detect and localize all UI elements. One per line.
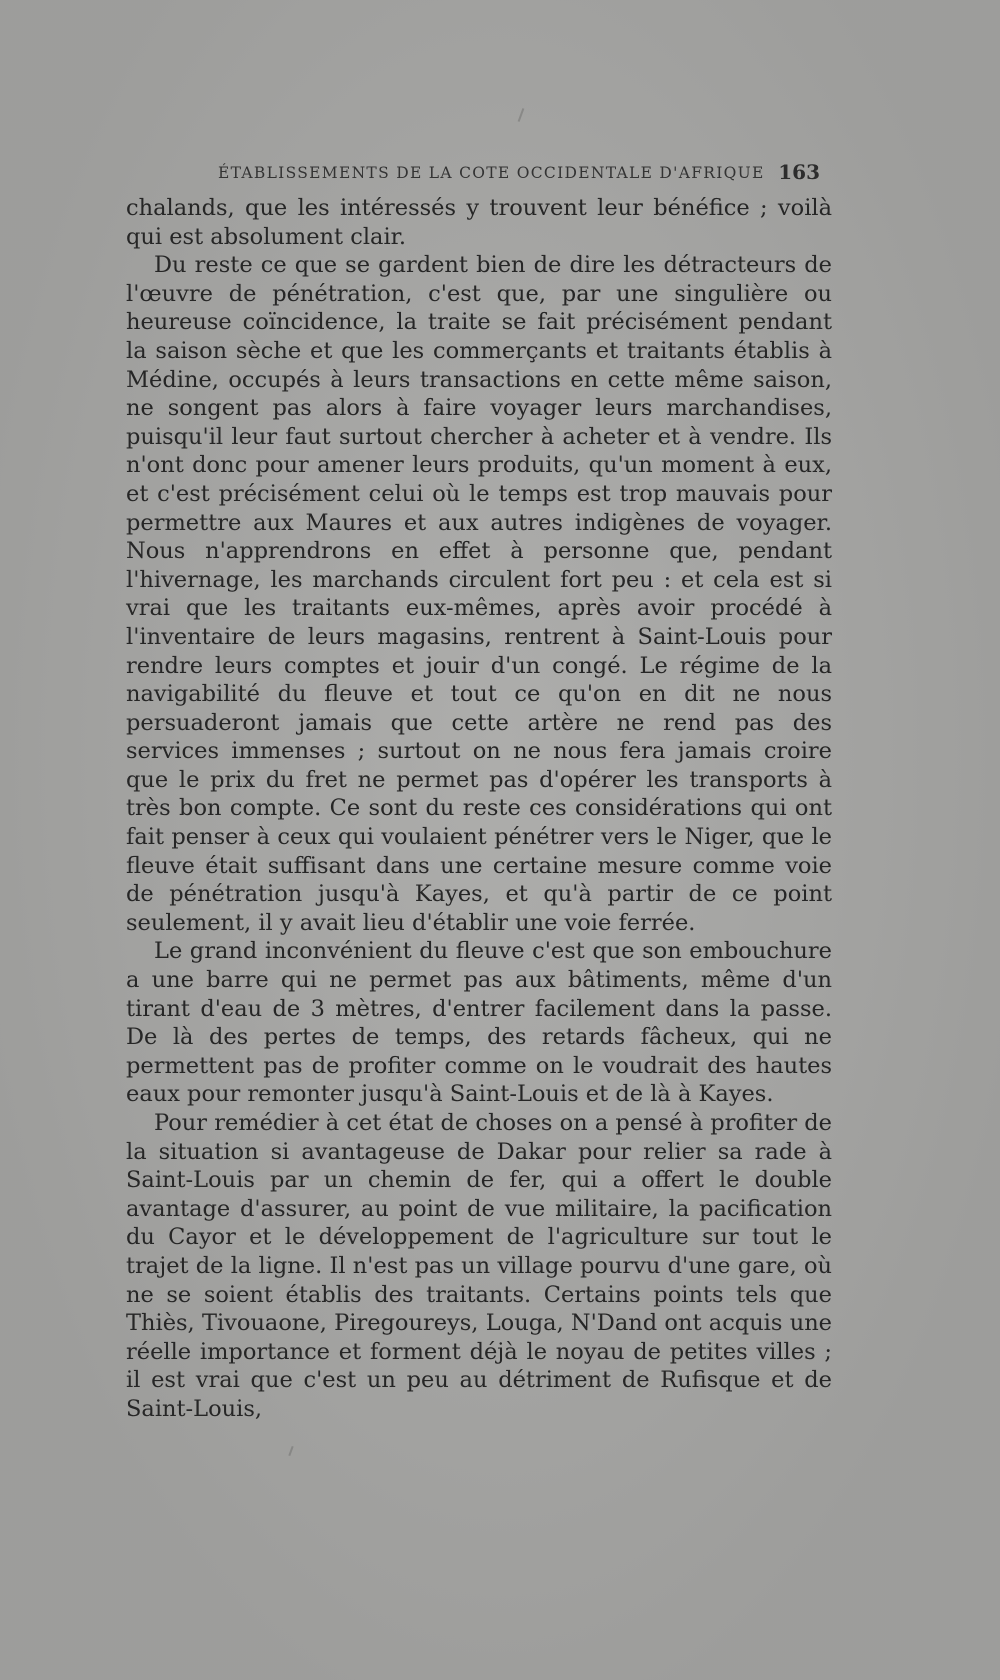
running-title: ÉTABLISSEMENTS DE LA COTE OCCIDENTALE D'AFRIQUE — [218, 164, 765, 182]
paper-speck — [518, 108, 525, 122]
page-number: 163 — [778, 160, 820, 184]
paper-speck — [288, 1446, 293, 1456]
paragraph: Du reste ce que se gardent bien de dire les détracteurs de l'œuvre de pénétration, c'est que, par une singulière ou heureuse coïncidence, la traite se fait précisément pendant la saison sèche et que les commerçants et traitants établis à Médine, occupés à leurs transactions en cette même saison, ne songent pas alors à faire voyager leurs marchandises, puisqu'il leur faut surtout chercher à acheter et à vendre. Ils n'ont donc pour amener leurs produits, qu'un moment à eux, et c'est précisément celui où le temps est trop mauvais pour permettre aux Maures et aux autres indigènes de voyager. Nous n'apprendrons en effet à personne que, pendant l'hivernage, les marchands circulent fort peu : et cela est si vrai que les traitants eux-mêmes, après avoir procédé à l'inventaire de leurs magasins, rentrent à Saint-Louis pour rendre leurs comptes et jouir d'un congé. Le régime de la navigabilité du fleuve et tout ce qu'on en dit ne nous persuaderont jamais que cette artère ne rend pas des services immenses ; surtout on ne nous fera jamais croire que le prix du fret ne permet pas d'opérer les transports à très bon compte. Ce sont du reste ces considérations qui ont fait penser à ceux qui voulaient pénétrer vers le Niger, que le fleuve était suffisant dans une certaine mesure comme voie de pénétration jusqu'à Kayes, et qu'à partir de ce point seulement, il y avait lieu d'établir une voie ferrée. — [126, 252, 832, 936]
body-text — [126, 194, 832, 1424]
paragraph: Pour remédier à cet état de choses on a pensé à profiter de la situation si avantageuse de Dakar pour relier sa rade à Saint-Louis par un chemin de fer, qui a offert le double avantage d'assurer, au point de vue militaire, la pacification du Cayor et le développement de l'agriculture sur tout le trajet de la ligne. Il n'est pas un village pourvu d'une gare, où ne se soient établis des traitants. Certains points tels que Thiès, Tivouaone, Piregoureys, Louga, N'Dand ont acquis une réelle importance et forment déjà le noyau de petites villes ; il est vrai que c'est un peu au détriment de Rufisque et de Saint-Louis, — [126, 1110, 832, 1422]
paragraph: Le grand inconvénient du fleuve c'est que son embouchure a une barre qui ne permet pas aux bâtiments, même d'un tirant d'eau de 3 mètres, d'entrer facilement dans la passe. De là des pertes de temps, des retards fâcheux, qui ne permettent pas de profiter comme on le voudrait des hautes eaux pour remonter jusqu'à Saint-Louis et de là à Kayes. — [126, 938, 832, 1108]
paragraph-continuation: chalands, que les intéressés y trouvent leur bénéfice ; voilà qui est absolument clair. — [126, 195, 832, 250]
running-header — [218, 160, 820, 186]
